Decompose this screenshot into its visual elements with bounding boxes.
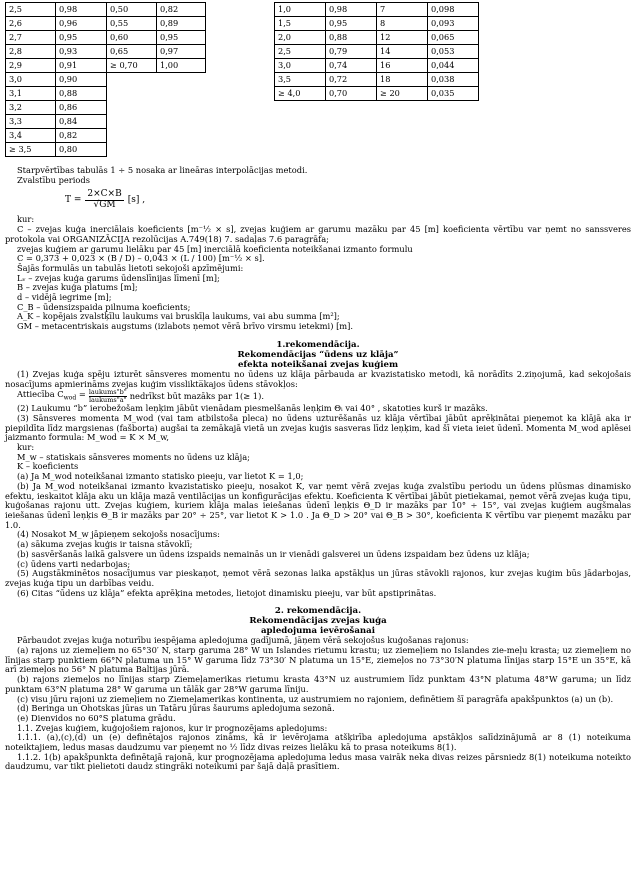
c-formula: C = 0,373 + 0,023 × (B / D) – 0,043 × (L / 100) [m⁻½ × s]. [17,253,265,264]
table-gap [206,129,275,143]
table-cell: 12 [377,31,428,45]
formula-fraction [85,190,123,210]
table-cell: 3,2 [6,101,56,115]
table-row [6,31,479,45]
table-cell: 3,1 [6,87,56,101]
table-gap [206,59,275,73]
table-cell: 0,035 [428,87,479,101]
table-cell: 2,5 [6,3,56,17]
c-definition: C – zvejas kuģa inerciālais koeficients [m⁻½ × s], zvejas kuģiem ar garumu mazāku par 45 [m] koeficienta vērtību var ņemt no sanssveres protokola vai ORGANIZĀCIJA rezolūcijas A.749(18) 7. sadaļas 7.6 paragrāfa; [5,224,631,244]
rec2-title-3: apledojuma ievērošanai [260,626,375,637]
rec1-pa: (a) Ja M_wod noteikšanai izmanto statisko pieeju, var lietot K = 1,0; [17,471,304,482]
formula-unit: [s] , [127,194,146,205]
table-row [6,59,479,73]
rec2-p11: 1.1. Zvejas kuģiem, kuģojošiem rajonos, kur ir prognozējams apledojums: [17,722,328,733]
table-cell: 0,093 [428,17,479,31]
period-formula [65,187,631,213]
rec1-title-3: efekta noteikšanai zvejas kuģiem [237,359,399,370]
table-cell: 1,00 [157,59,206,73]
table-cell: 0,95 [326,17,377,31]
table-row [6,45,479,59]
table-cell: ≥ 0,70 [107,59,157,73]
table-cell: 0,098 [428,3,479,17]
table-cell: 16 [377,59,428,73]
recommendation-2 [5,606,631,772]
rec1-title-1: 1.rekomendācija. [276,339,360,350]
table-cell: 3,0 [275,59,326,73]
rec1-p3: (3) Sānsveres momenta M_wod (vai tam atbilstoša pleca) no ūdens uzturēšanās uz klāja vērtībai jābūt aprēķinātai pieņemot ka klājā aka ir piepildīta līdz margsienas (fašborta) augšai ta zemākajā vietā un zvejas kuģis sasveras līdz leņķim, kad šī vieta ieiet ūdenī. Momenta M_wod aplēsei jaizmanto formula: M_wod = K × M_w, [5,412,631,443]
table-cell: 0,96 [56,17,107,31]
notation-b: B – zvejas kuģa platums [m]; [17,282,138,293]
table-cell: 2,5 [275,45,326,59]
table-gap [206,3,275,17]
table-cell: 0,84 [56,115,107,129]
table-cell: 0,90 [56,73,107,87]
table-blank [107,73,157,87]
table-blank [275,143,326,157]
table-cell: ≥ 3,5 [6,143,56,157]
rec2-pc: (c) visu jūru rajoni uz ziemeļiem no Ziemeļamerikas kontinenta, uz austrumiem no rajoniem, definētiem šī paragrāfa apakšpunktos (a) un (b). [17,693,614,704]
table-cell: 0,60 [107,31,157,45]
interpolation-note: Starpvērtības tabulās 1 ÷ 5 nosaka ar lineāras interpolācijas metodi. [17,165,308,175]
notation-ak: A_K – kopējais zvalstķīlu laukums vai bruskīļa laukums, vai abu summa [m²]; [17,311,340,322]
table-blank [326,143,377,157]
formula-denominator: √GM [93,199,116,210]
rec1-p6: (6) Citas “ūdens uz klāja” efekta aprēķina metodes, lietojot dinamisku pieeju, var būt apstiprinātas. [17,587,437,598]
table-gap [206,143,275,157]
recommendation-1 [5,340,631,598]
table-blank [377,101,428,115]
table-cell: 3,4 [6,129,56,143]
table-row [6,3,479,17]
notation-d: d – vidējā iegrime [m]; [17,292,112,303]
table-cell: 0,93 [56,45,107,59]
table-cell: 0,97 [157,45,206,59]
table-cell: 0,82 [56,129,107,143]
table-blank [428,101,479,115]
kur-label: kur: [17,214,35,225]
table-cell: 2,8 [6,45,56,59]
table-cell: 0,98 [56,3,107,17]
rec1-p4c: (c) ūdens varti nedarbojas; [17,558,131,569]
table-cell: 0,86 [56,101,107,115]
table-blank [157,101,206,115]
table-blank [326,101,377,115]
table-cell: 8 [377,17,428,31]
rec1-kur: kur: [17,442,35,453]
table-cell: 0,89 [157,17,206,31]
table-cell: 0,044 [428,59,479,73]
rec1-title-2: Rekomendācijas “ūdens uz klāja” [237,349,399,360]
table-cell: 0,98 [326,3,377,17]
table-blank [157,87,206,101]
rec1-mw-def: M_w – statiskais sānsveres moments no ūdens uz klāja; [17,451,250,462]
table-row [6,17,479,31]
rec1-p1: (1) Zvejas kuģa spēju izturēt sānsveres momentu no ūdens uz klāja pārbauda ar kvazistatisko metodi, kā norādīts 2.ziņojumā, kad sekojošais nosacījums apmierināms zvejas kuģim visslikta̅kajos ūdens stāvokļos: [5,368,631,389]
table-cell: 0,91 [56,59,107,73]
table-gap [206,31,275,45]
table-cell: 0,065 [428,31,479,45]
table-blank [275,129,326,143]
table-gap [206,45,275,59]
table-blank [377,115,428,129]
notation-gm: GM – metacentriskais augstums (izlabots ņemot vērā brīvo virsmu ietekmi) [m]. [17,321,354,332]
table-row [6,87,479,101]
table-cell: 2,0 [275,31,326,45]
ratio-label [17,390,86,403]
table-cell: 0,72 [326,73,377,87]
ratio-label-text: Attiecība C [17,389,64,400]
ratio-condition: nedrīkst būt mazāks par 1(≥ 1). [129,390,264,401]
table-blank [428,129,479,143]
c-definition-2: zvejas kuģiem ar garumu lielāku par 45 [m] inerciālā koeficienta noteikšanai izmanto formulu [17,243,413,254]
table-blank [377,129,428,143]
table-cell: 0,95 [56,31,107,45]
table-cell: 14 [377,45,428,59]
notation-l: Lᵥ – zvejas kuģa garums ūdenslīnijas līmenī [m]; [17,272,220,283]
rec2-title-1: 2. rekomendācija. [274,606,362,617]
rec1-p2: (2) Laukumu “b” ierobežošam leņķim jābūt vienādam piesmelšanās leņķim Θᵢ vai 40° , skatoties kurš ir mazāks. [17,403,488,414]
table-cell: 3,5 [275,73,326,87]
intro-section [5,166,631,332]
table-row [6,115,479,129]
table-blank [275,115,326,129]
table-cell: 1,5 [275,17,326,31]
ratio-denominator: laukums"a" [88,396,127,405]
notation-cb: C_B – ūdensizspaida pilnuma koeficients; [17,301,191,312]
table-gap [206,73,275,87]
formula-lhs: T = [65,194,82,205]
table-blank [157,129,206,143]
ratio-numerator: laukums"b" [88,388,127,397]
ratio-equals: = [76,389,86,400]
table-cell: 0,50 [107,3,157,17]
table-cell: 0,65 [107,45,157,59]
table-blank [107,143,157,157]
table-cell: ≥ 20 [377,87,428,101]
table-blank [326,129,377,143]
table-cell: 7 [377,3,428,17]
notation-title: Šajās formulās un tabulās lietoti sekojoši apzīmējumi: [17,262,244,273]
ratio-formula [5,389,631,404]
rec1-pb: (b) Ja M_wod noteikšanai izmanto kvazistatisko pieeju, nosakot K, var ņemt vērā zvejas kuģa zvalstību periodu un ūdens plūsmas dinamisko efektu, ieskaitot klāja aku un klāja mazā ventilācijas un konfigurācijas efektu. Koeficienta K vērtībai jābūt pietiekamai, ņemot vērā zvejas kuģa tipu, kuģošanas rajonu utt. Zvejas kuģiem, kuriem klāja malas ieiešanas ūdenī leņķis Θ_D ir mazāks par 10° ÷ 15°, vai zvejas kuģiem augšmalas ieiešanas ūdenī leņķis Θ_B ir mazāks par 20° ÷ 25°, var lietot K > 1.0 . Ja Θ_D > 20° vai Θ_B > 30°, koeficienta K vērtību var pieņemt mazāku par 1.0. [5,480,631,530]
table-cell: 3,3 [6,115,56,129]
table-cell: 0,82 [157,3,206,17]
table-cell: 3,0 [6,73,56,87]
table-blank [157,73,206,87]
table-cell: 0,79 [326,45,377,59]
rec1-k-def: K – koeficients [17,461,79,472]
table-blank [157,143,206,157]
period-title: Zvalstību periods [17,174,90,185]
table-row [6,129,479,143]
ratio-fraction [89,389,127,404]
rec1-p4: (4) Nosakot M_w jāpieņem sekojošs nosacījums: [17,529,220,540]
table-cell: 2,7 [6,31,56,45]
rec1-p4b: (b) sasvēršanās laikā galsvere un ūdens izspaids nemainās un ir vienādi galsverei un ūdens izspaidam bez ūdens uz klāja; [17,548,530,559]
table-gap [206,17,275,31]
ratio-subscript: wod [63,394,77,402]
rec2-pd: (d) Beringa un Ohotskas jūras un Tatāru jūras šaurums apledojuma sezonā. [17,703,335,714]
table-cell: 0,053 [428,45,479,59]
rec2-pa: (a) rajons uz ziemeļiem no 65°30′ N, starp garuma 28° W un Islandes rietumu krastu; uz ziemeļiem no Islandes zie-meļu krasta; uz ziemeļiem no līnijas starp punktiem 66°N platuma un 15° W garuma līdz 73°30′ N platuma un 15°E, ziemeļos no 73°30′N platuma līnijas starp 15°E un 35°E, kā arī ziemeļos no 56° N platuma Baltijas jūrā. [5,645,631,675]
rec1-p5: (5) Augstākminētos nosacījumus var pieskaņot, ņemot vērā sezonas laika apstākļus un jūras stāvokli rajonos, kur zvejas kuģim būs jādarbojas, zvejas kuģa tipu un darbības veidu. [5,568,631,588]
table-cell: 0,55 [107,17,157,31]
table-cell: 0,74 [326,59,377,73]
table-cell: 0,70 [326,87,377,101]
table-cell: 18 [377,73,428,87]
rec2-pb: (b) rajons ziemeļos no līnijas starp Ziemeļamerikas rietumu krasta 43°N uz austrumiem līdz punktam 43°N platuma 48°W garuma; un līdz punktam 63°N platuma 28° W garuma un tālāk gar 28°W garuma līniju. [5,674,631,694]
rec2-p111: 1.1.1. (a),(c),(d) un (e) definētajos rajonos zināms, kā ir ievērojama atšķirība apledojuma apstākļos salīdzinājumā ar 8 (1) noteikuma noteiktajiem, ledus masas daudzumu var pieņemt no ½ līdz divas reizes lielāku kā to prasa noteikums 8(1). [5,732,631,753]
table-blank [107,129,157,143]
rec1-p4a: (a) sākuma zvejas kuģis ir taisna stāvoklī; [17,539,193,550]
table-blank [275,101,326,115]
table-blank [107,87,157,101]
table-blank [326,115,377,129]
table-blank [428,143,479,157]
table-blank [428,115,479,129]
table-cell: 2,6 [6,17,56,31]
rec2-pe: (e) Dienvidos no 60°S platuma grādu. [17,712,176,723]
table-row [6,73,479,87]
table-gap [206,101,275,115]
coefficient-table-body [6,3,479,157]
table-blank [107,115,157,129]
rec2-p0: Pārbaudot zvejas kuģa noturību iespējama apledojuma gadījumā, jāņem vērā sekojošus kuģošanas rajonus: [17,635,469,646]
coefficient-table [5,2,479,157]
rec2-title-2: Rekomendācijas zvejas kuģa [249,616,387,627]
table-cell: ≥ 4,0 [275,87,326,101]
table-cell: 1,0 [275,3,326,17]
table-cell: 0,038 [428,73,479,87]
table-row [6,101,479,115]
rec2-p112: 1.1.2. 1(b) apakšpunkta definētajā rajonā, kur prognozējama apledojuma ledus masa vairāk neka divas reizes pārsniedz 8(1) noteikuma noteikto daudzumu, var tikt pielietoti daudz stingrāki noteikumi par šajā daļā prasītiem. [5,751,631,772]
table-cell: 2,9 [6,59,56,73]
table-cell: 0,88 [56,87,107,101]
table-cell: 0,88 [326,31,377,45]
table-row [6,143,479,157]
table-cell: 0,95 [157,31,206,45]
table-gap [206,87,275,101]
table-blank [157,115,206,129]
table-cell: 0,80 [56,143,107,157]
table-blank [377,143,428,157]
table-blank [107,101,157,115]
formula-numerator: 2×C×B [87,189,122,200]
table-gap [206,115,275,129]
